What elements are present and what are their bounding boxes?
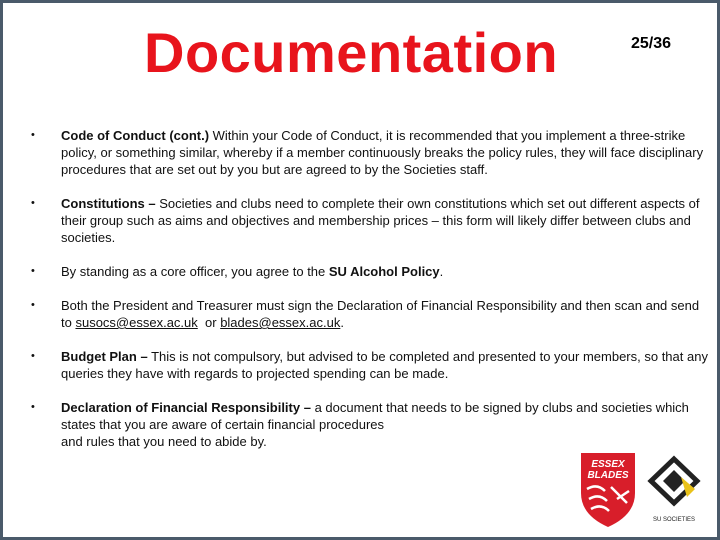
bullet-text: a document that needs to be signed by clubs and societies which states that you are aware of certain financial procedures bbox=[61, 400, 689, 432]
bullet-text-end: . bbox=[340, 315, 344, 330]
page-number: 25/36 bbox=[631, 35, 672, 52]
bullet-icon: • bbox=[31, 401, 35, 413]
blades-logo-text-1: ESSEX bbox=[591, 459, 625, 470]
bullet-text: Within your Code of Conduct, it is recommended that you implement a three-strike policy, or something similar, whereby if a member continuously breaks the policy rules, they will face disciplinary procedures that are set out by you but are agreed to by the Societies staff. bbox=[61, 128, 704, 177]
bullet-text-end: . bbox=[439, 264, 444, 279]
bullet-text: By standing as a core officer, you agree to the bbox=[61, 264, 329, 279]
bullet-icon: • bbox=[31, 265, 35, 277]
bullet-heading: Code of Conduct (cont.) bbox=[61, 128, 210, 143]
bullet-heading: Constitutions – bbox=[61, 196, 156, 211]
bullet-icon: • bbox=[31, 197, 35, 209]
list-item bbox=[29, 348, 709, 382]
blades-email-link[interactable]: blades@essex.ac.uk bbox=[220, 315, 341, 330]
list-item bbox=[29, 263, 709, 280]
bullet-list bbox=[29, 127, 709, 467]
list-item bbox=[29, 195, 709, 246]
list-item bbox=[29, 127, 709, 178]
bullet-icon: • bbox=[31, 299, 35, 311]
bullet-text: Societies and clubs need to complete their own constitutions which set out different aspects of their group such as aims and objectives and membership prices – this form will likely differ between clubs and societies. bbox=[61, 196, 700, 245]
bullet-text-mid: or bbox=[197, 315, 221, 330]
logos bbox=[577, 449, 707, 529]
susocs-email-link[interactable]: susocs@essex.ac.uk bbox=[75, 315, 198, 330]
alcohol-policy-label: SU Alcohol Policy bbox=[328, 264, 440, 279]
list-item bbox=[29, 297, 709, 331]
bullet-text: Both the President and Treasurer must sign the Declaration of Financial Responsibility and then scan and send to bbox=[61, 298, 700, 330]
bullet-icon: • bbox=[31, 129, 35, 141]
bullet-text-continued: and rules that you need to abide by. bbox=[61, 434, 267, 449]
bullet-heading: Declaration of Financial Responsibility – bbox=[61, 400, 311, 415]
list-item bbox=[29, 399, 709, 450]
bullet-heading: Budget Plan – bbox=[61, 349, 148, 364]
bullet-icon: • bbox=[31, 350, 35, 362]
su-societies-logo bbox=[651, 459, 697, 523]
blades-logo-text-2: BLADES bbox=[587, 470, 629, 481]
bullet-text: This is not compulsory, but advised to be completed and presented to your members, so that any queries they have with regards to projected spending can be made. bbox=[61, 349, 708, 381]
page-title: Documentation bbox=[144, 21, 559, 84]
societies-logo-text: SU SOCIETIES bbox=[652, 517, 696, 523]
essex-blades-logo bbox=[581, 453, 635, 527]
